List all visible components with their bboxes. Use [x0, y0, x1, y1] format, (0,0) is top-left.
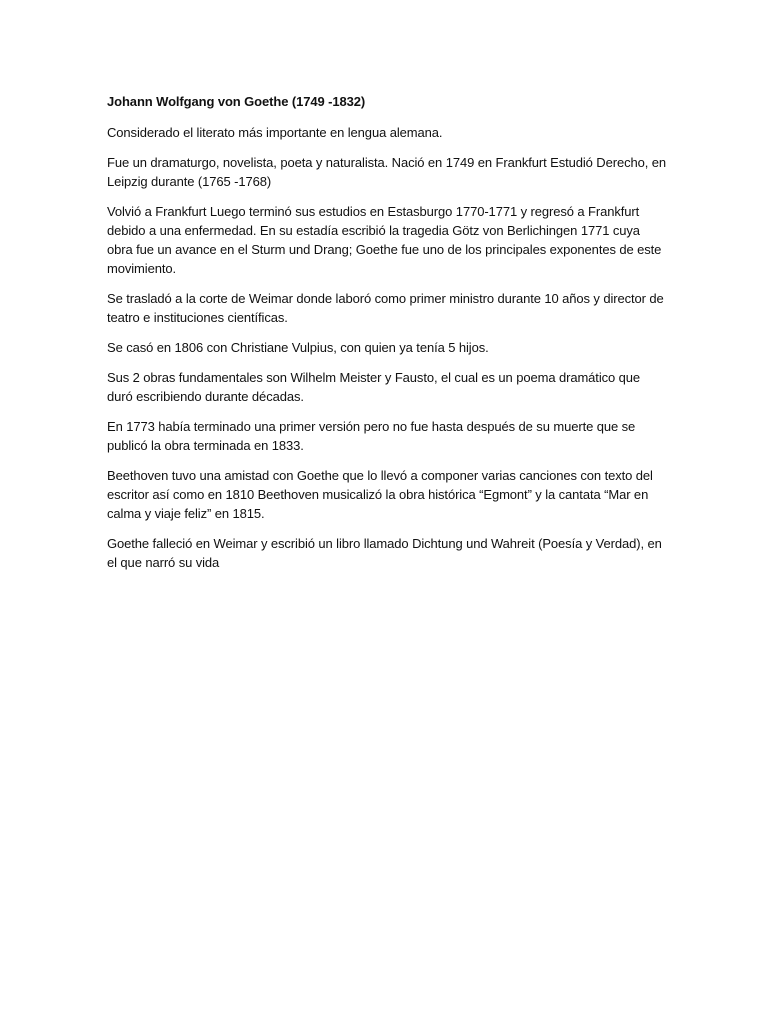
document-body	[107, 92, 667, 583]
paragraph-beethoven: Beethoven tuvo una amistad con Goethe que lo llevó a componer varias canciones con texto del escritor así como en 1810 Beethoven musicalizó la obra histórica “Egmont” y la cantata “Mar en calma y viaje feliz” en 1815.	[107, 468, 653, 521]
document-title: Johann Wolfgang von Goethe (1749 -1832)	[107, 94, 366, 109]
paragraph-weimar-court: Se trasladó a la corte de Weimar donde laboró como primer ministro durante 10 años y director de teatro e instituciones científicas.	[107, 291, 664, 325]
paragraph-sturm-und-drang: Volvió a Frankfurt Luego terminó sus estudios en Estasburgo 1770-1771 y regresó a Frankfurt debido a una enfermedad. En su estadía escribió la tragedia Götz von Berlichingen 1771 cuya obra fue un avance en el Sturm und Drang; Goethe fue uno de los principales exponentes de este movimiento.	[107, 204, 662, 276]
paragraph-faust-publication: En 1773 había terminado una primer versión pero no fue hasta después de su muerte que se publicó la obra terminada en 1833.	[107, 419, 636, 453]
paragraph-early-life: Fue un dramaturgo, novelista, poeta y naturalista. Nació en 1749 en Frankfurt Estudió Derecho, en Leipzig durante (1765 -1768)	[107, 155, 667, 189]
paragraph-marriage: Se casó en 1806 con Christiane Vulpius, con quien ya tenía 5 hijos.	[107, 340, 489, 355]
paragraph-death: Goethe falleció en Weimar y escribió un libro llamado Dichtung und Wahreit (Poesía y Verdad), en el que narró su vida	[107, 536, 662, 570]
paragraph-intro: Considerado el literato más importante en lengua alemana.	[107, 125, 443, 140]
paragraph-major-works: Sus 2 obras fundamentales son Wilhelm Meister y Fausto, el cual es un poema dramático que duró escribiendo durante décadas.	[107, 370, 641, 404]
